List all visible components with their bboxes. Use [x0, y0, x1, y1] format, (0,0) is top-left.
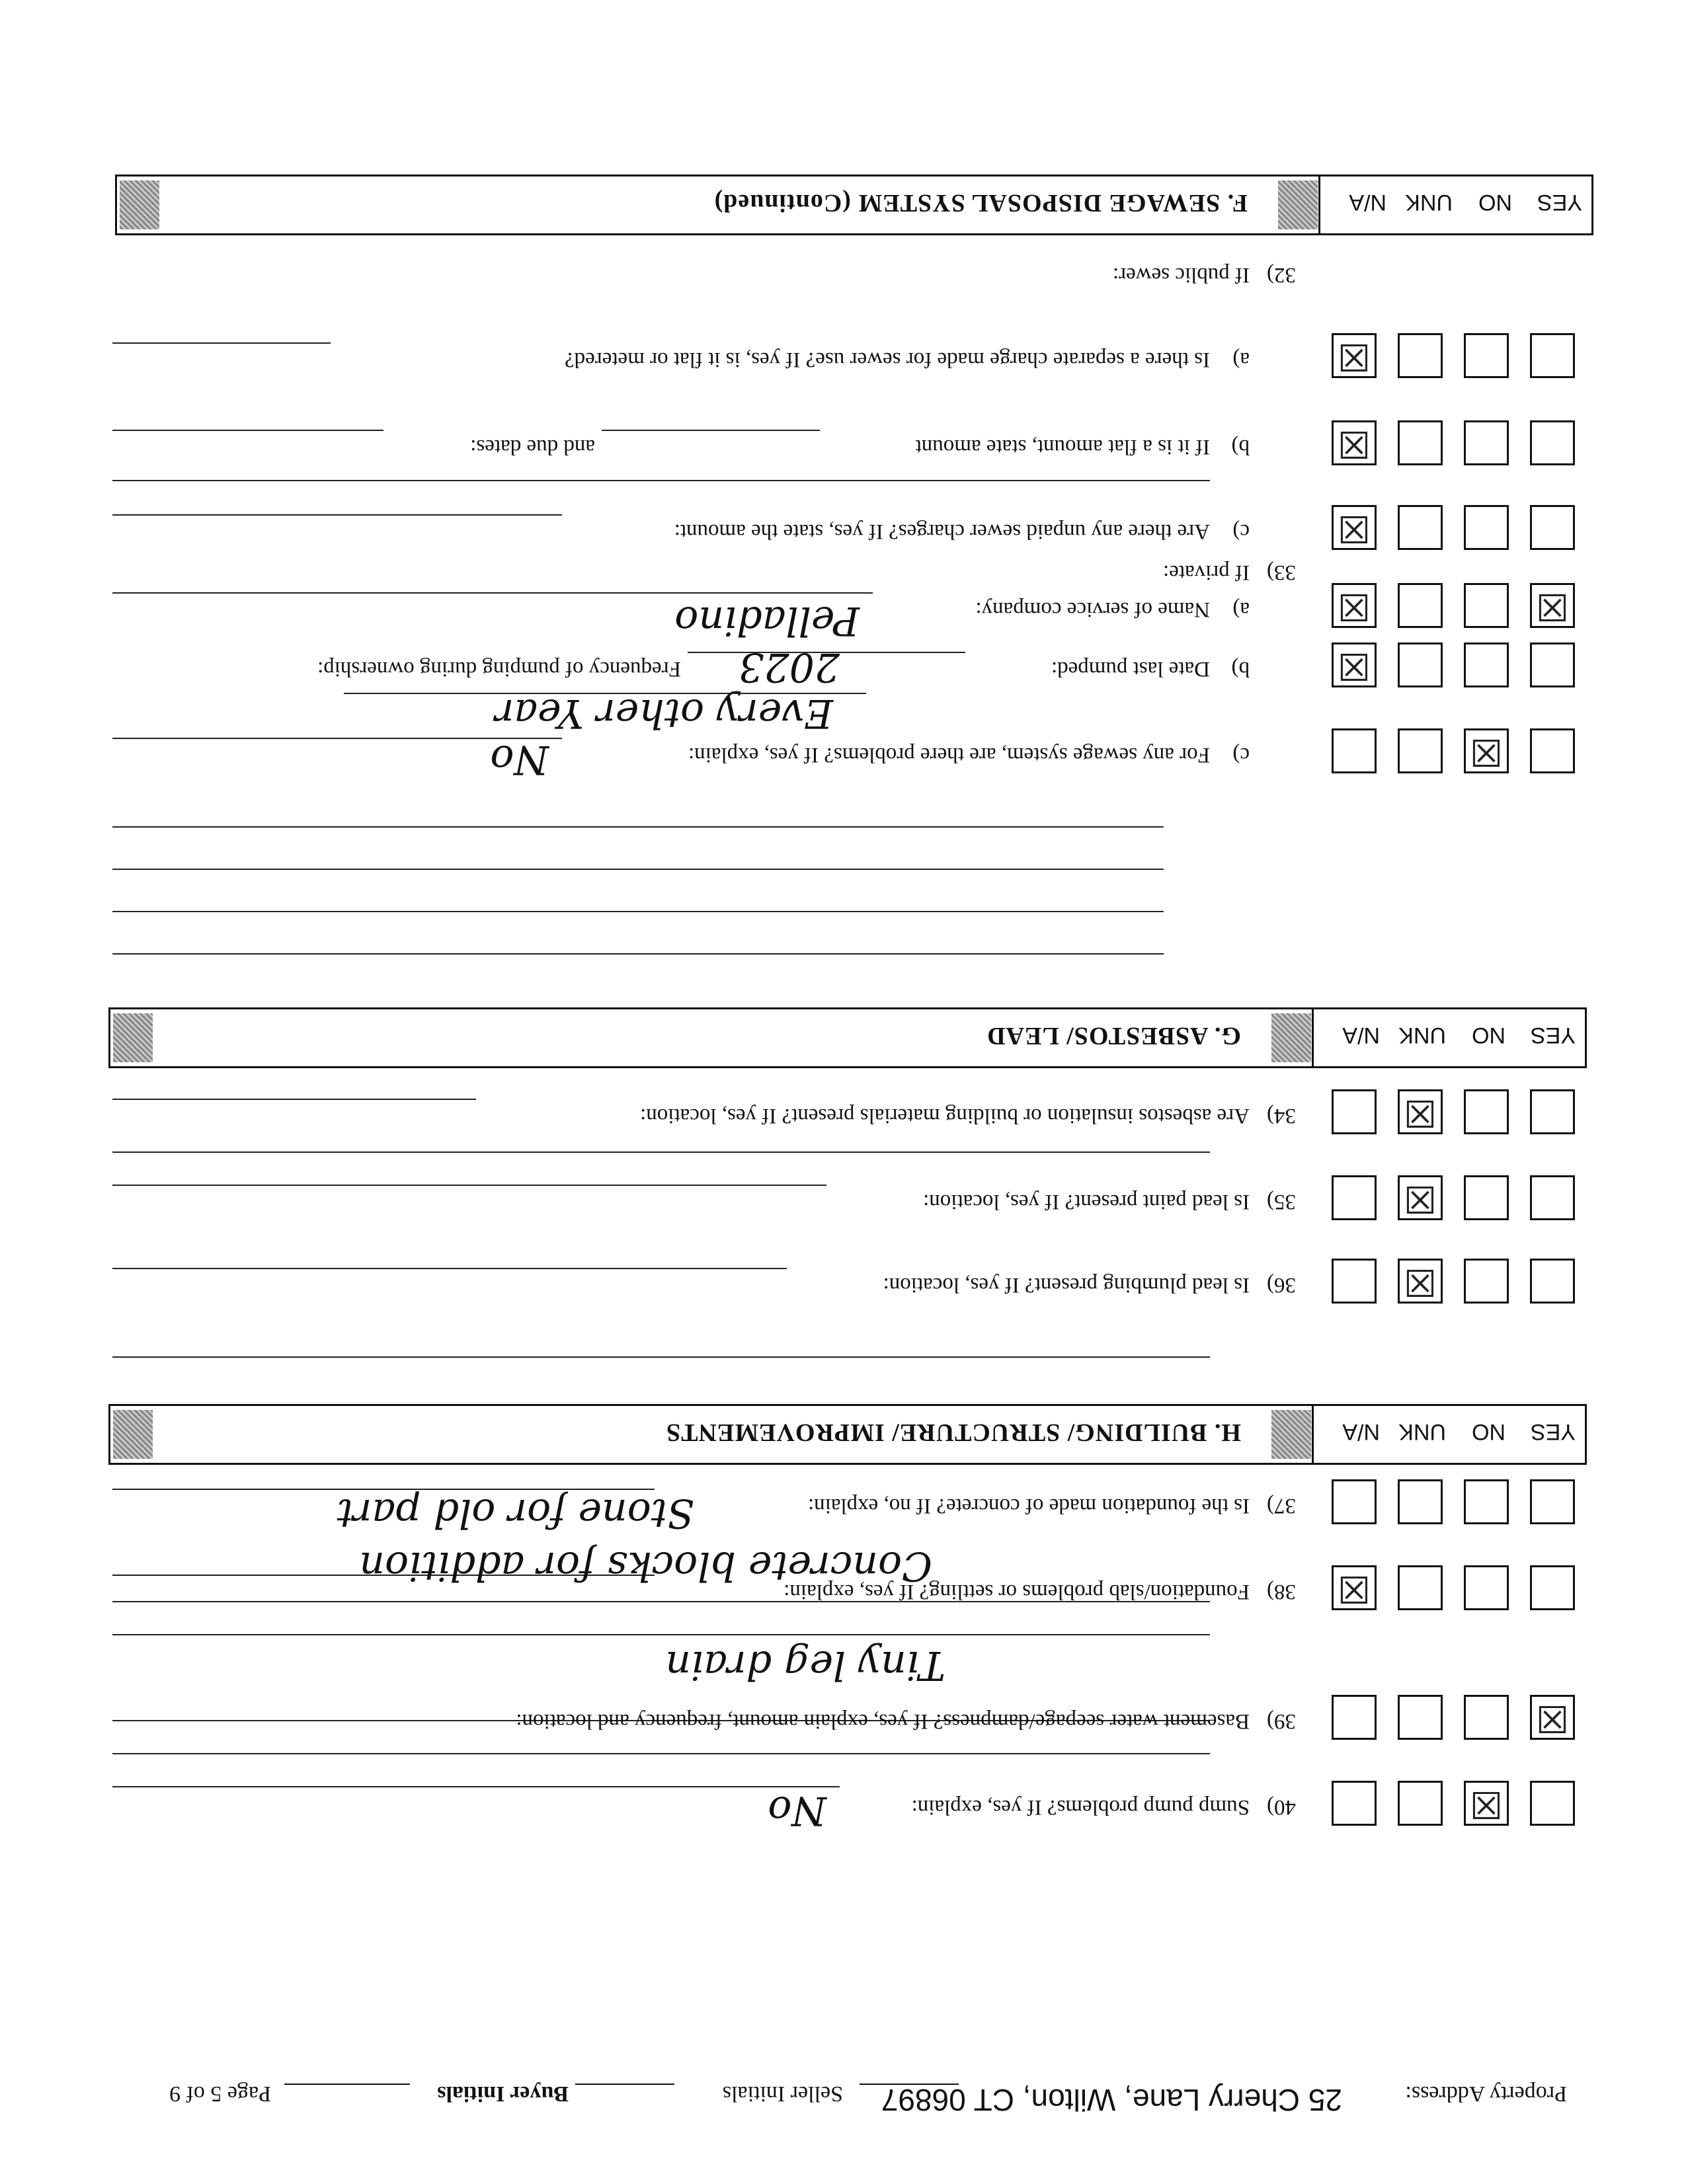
q40-line-2[interactable] — [112, 1753, 1210, 1754]
q32b-text: b)If it is a flat amount, state amount — [915, 435, 1250, 459]
section-h-bar — [108, 1404, 1587, 1465]
check-mark-icon: ☒ — [1403, 1261, 1437, 1304]
q36-no-box[interactable] — [1464, 1259, 1509, 1304]
check-mark-icon: ☒ — [1535, 1697, 1569, 1740]
check-mark-icon: ☒ — [1337, 335, 1371, 378]
q32a-no-box[interactable] — [1464, 333, 1509, 378]
q39-unk-box[interactable] — [1398, 1695, 1443, 1740]
q35-unk-box[interactable] — [1398, 1175, 1443, 1220]
q32b-no-box[interactable] — [1464, 420, 1509, 465]
section-f-title: F. SEWAGE DISPOSAL SYSTEM (Continued) — [713, 189, 1248, 217]
q33a-no-box[interactable] — [1464, 583, 1509, 628]
check-mark-icon: ☒ — [1337, 1567, 1371, 1610]
q32c-unk-box[interactable] — [1398, 505, 1443, 550]
q33c-unk-box[interactable] — [1398, 728, 1443, 773]
check-mark-icon: ☒ — [1337, 422, 1371, 465]
q36-unk-box[interactable] — [1398, 1259, 1443, 1304]
q33b-na-box[interactable] — [1332, 643, 1377, 687]
q34-yes-box[interactable] — [1530, 1089, 1575, 1134]
q36-text: 36)Is lead plumbing present? If yes, location: — [883, 1273, 1296, 1297]
q33c-yes-box[interactable] — [1530, 728, 1575, 773]
q32c-line-1[interactable] — [112, 514, 562, 516]
q33a-line-1[interactable] — [112, 592, 873, 594]
check-mark-icon: ☒ — [1337, 507, 1371, 550]
section-g-title: G. ASBESTOS/ LEAD — [986, 1022, 1241, 1050]
check-mark-icon: ☒ — [1337, 644, 1371, 687]
q37-handwritten-2: Concrete blocks for addition — [359, 1543, 932, 1589]
q39-handwritten: Tiny leg drain — [665, 1642, 945, 1688]
q32a-na-box[interactable] — [1332, 333, 1377, 378]
q32c-yes-box[interactable] — [1530, 505, 1575, 550]
q34-no-box[interactable] — [1464, 1089, 1509, 1134]
q32a-unk-box[interactable] — [1398, 333, 1443, 378]
q33a-unk-box[interactable] — [1398, 583, 1443, 628]
q40-handwritten: No — [768, 1787, 826, 1834]
q34-unk-box[interactable] — [1398, 1089, 1443, 1134]
q33c-line-1[interactable] — [112, 738, 562, 739]
q37-yes-box[interactable] — [1530, 1479, 1575, 1524]
property-address-label: Property Address: — [1405, 2082, 1567, 2106]
q37-text: 37)Is the foundation made of concrete? If no, explain: — [808, 1494, 1296, 1518]
q38-text: 38)Foundation/slab problems or settling? If yes, explain: — [783, 1580, 1296, 1604]
q38-unk-box[interactable] — [1398, 1565, 1443, 1610]
q37-no-box[interactable] — [1464, 1479, 1509, 1524]
check-mark-icon: ☒ — [1469, 730, 1503, 773]
f-extra-line-2[interactable] — [112, 911, 1164, 912]
q32b-na-box[interactable] — [1332, 420, 1377, 465]
section-stamp-icon — [120, 180, 159, 229]
q32a-yes-box[interactable] — [1530, 333, 1575, 378]
q32a-text: a)Is there a separate charge made for sewer use? If yes, is it flat or metered? — [564, 348, 1250, 371]
buyer-initials-line-b[interactable] — [284, 2084, 410, 2085]
q33b-no-box[interactable] — [1464, 643, 1509, 687]
buyer-initials-line-a[interactable] — [575, 2084, 674, 2085]
q37-line-1[interactable] — [112, 1489, 655, 1490]
section-f-columns: YES NO UNK N/A — [1318, 176, 1591, 233]
section-stamp-icon — [1278, 180, 1318, 229]
q32c-no-box[interactable] — [1464, 505, 1509, 550]
q35-na-box[interactable] — [1332, 1175, 1377, 1220]
q40-unk-box[interactable] — [1398, 1781, 1443, 1826]
q37-unk-box[interactable] — [1398, 1479, 1443, 1524]
q34-na-box[interactable] — [1332, 1089, 1377, 1134]
section-stamp-icon — [1271, 1013, 1311, 1062]
q32b-text-b: and due dates: — [470, 435, 595, 459]
q35-line-1[interactable] — [112, 1185, 826, 1186]
q36-yes-box[interactable] — [1530, 1259, 1575, 1304]
q33b-yes-box[interactable] — [1530, 643, 1575, 687]
q38-yes-box[interactable] — [1530, 1565, 1575, 1610]
q33c-handwritten: No — [490, 736, 549, 783]
question-32: 32)If public sewer: — [1112, 263, 1296, 287]
q33b-line-1[interactable] — [688, 652, 965, 653]
question-33: 33)If private: — [1162, 561, 1296, 584]
q32b-yes-box[interactable] — [1530, 420, 1575, 465]
section-f-bar — [115, 175, 1593, 235]
f-extra-line-3[interactable] — [112, 869, 1164, 870]
seller-initials-label: Seller Initials — [722, 2082, 843, 2106]
q38-na-box[interactable] — [1332, 1565, 1377, 1610]
q39-na-box[interactable] — [1332, 1695, 1377, 1740]
section-g-columns: YES NO UNK N/A — [1312, 1009, 1585, 1066]
check-mark-icon: ☒ — [1469, 1783, 1503, 1826]
buyer-initials-label: Buyer Initials — [437, 2082, 569, 2106]
page-header — [0, 2052, 1686, 2184]
q33b-unk-box[interactable] — [1398, 643, 1443, 687]
q33b-text: b)Date last pumped: — [1051, 657, 1250, 681]
q33a-na-box[interactable] — [1332, 583, 1377, 628]
f-extra-line-1[interactable] — [112, 953, 1164, 955]
q34-line-1[interactable] — [112, 1099, 476, 1100]
q40-text: 40)Sump pump problems? If yes, explain: — [911, 1795, 1296, 1819]
section-h-title: H. BUILDING/ STRUCTURE/ IMPROVEMENTS — [666, 1419, 1241, 1446]
q36-na-box[interactable] — [1332, 1259, 1377, 1304]
page-number: Page 5 of 9 — [169, 2082, 271, 2106]
q39-no-box[interactable] — [1464, 1695, 1509, 1740]
q35-no-box[interactable] — [1464, 1175, 1509, 1220]
q33a-yes-box[interactable] — [1530, 583, 1575, 628]
q39-text: 39)Basement water seepage/dampness? If yes, explain amount, frequency and location: — [516, 1709, 1296, 1733]
section-g-bar — [108, 1007, 1587, 1068]
q38-no-box[interactable] — [1464, 1565, 1509, 1610]
section-stamp-icon — [113, 1013, 153, 1062]
check-mark-icon: ☒ — [1535, 585, 1569, 628]
q40-no-box[interactable] — [1464, 1781, 1509, 1826]
check-mark-icon: ☒ — [1337, 585, 1371, 628]
q32b-amount-line[interactable] — [602, 430, 820, 431]
q33a-handwritten: Pelladino — [674, 598, 860, 644]
q33b-handwritten-date: 2023 — [739, 644, 840, 690]
q35-line-2[interactable] — [112, 1151, 1210, 1153]
q33c-no-box[interactable] — [1464, 728, 1509, 773]
q39-line-1[interactable] — [112, 1634, 1210, 1635]
check-mark-icon: ☒ — [1403, 1091, 1437, 1134]
q35-text: 35)Is lead paint present? If yes, location: — [923, 1190, 1296, 1214]
f-extra-line-4[interactable] — [112, 826, 1164, 828]
section-stamp-icon — [113, 1410, 153, 1459]
q37-handwritten-1: Stone for old part — [337, 1490, 694, 1536]
q33c-na-box[interactable] — [1332, 728, 1377, 773]
q36-line-2[interactable] — [112, 1356, 1210, 1358]
q35-yes-box[interactable] — [1530, 1175, 1575, 1220]
check-mark-icon: ☒ — [1403, 1177, 1437, 1220]
q32c-text: c)Are there any unpaid sewer charges? If yes, state the amount: — [674, 520, 1250, 543]
q32b-unk-box[interactable] — [1398, 420, 1443, 465]
section-h-columns: YES NO UNK N/A — [1312, 1406, 1585, 1463]
q40-line-1[interactable] — [112, 1786, 840, 1787]
section-stamp-icon — [1271, 1410, 1311, 1459]
q33b-handwritten: Every other Year — [495, 690, 833, 736]
q39-yes-box[interactable] — [1530, 1695, 1575, 1740]
property-address-value: 25 Cherry Lane, Wilton, CT 06897 — [881, 2083, 1342, 2117]
q32c-na-box[interactable] — [1332, 505, 1377, 550]
q33b-line-2[interactable] — [344, 693, 866, 694]
q33b-text-b: Frequency of pumping during ownership: — [317, 657, 681, 681]
q33a-text: a)Name of service company: — [975, 598, 1250, 621]
q40-na-box[interactable] — [1332, 1781, 1377, 1826]
q37-na-box[interactable] — [1332, 1479, 1377, 1524]
seller-initials-line[interactable] — [860, 2084, 959, 2085]
q34-text: 34)Are asbestos insulation or building materials present? If yes, location: — [640, 1104, 1296, 1128]
q40-yes-box[interactable] — [1530, 1781, 1575, 1826]
q32b-dates-line[interactable] — [112, 430, 383, 431]
q36-line-1[interactable] — [112, 1268, 787, 1269]
q32a-line-1[interactable] — [112, 342, 331, 344]
q33c-text: c)For any sewage system, are there problems? If yes, explain: — [688, 743, 1250, 767]
q32b-line-2[interactable] — [112, 480, 1210, 481]
